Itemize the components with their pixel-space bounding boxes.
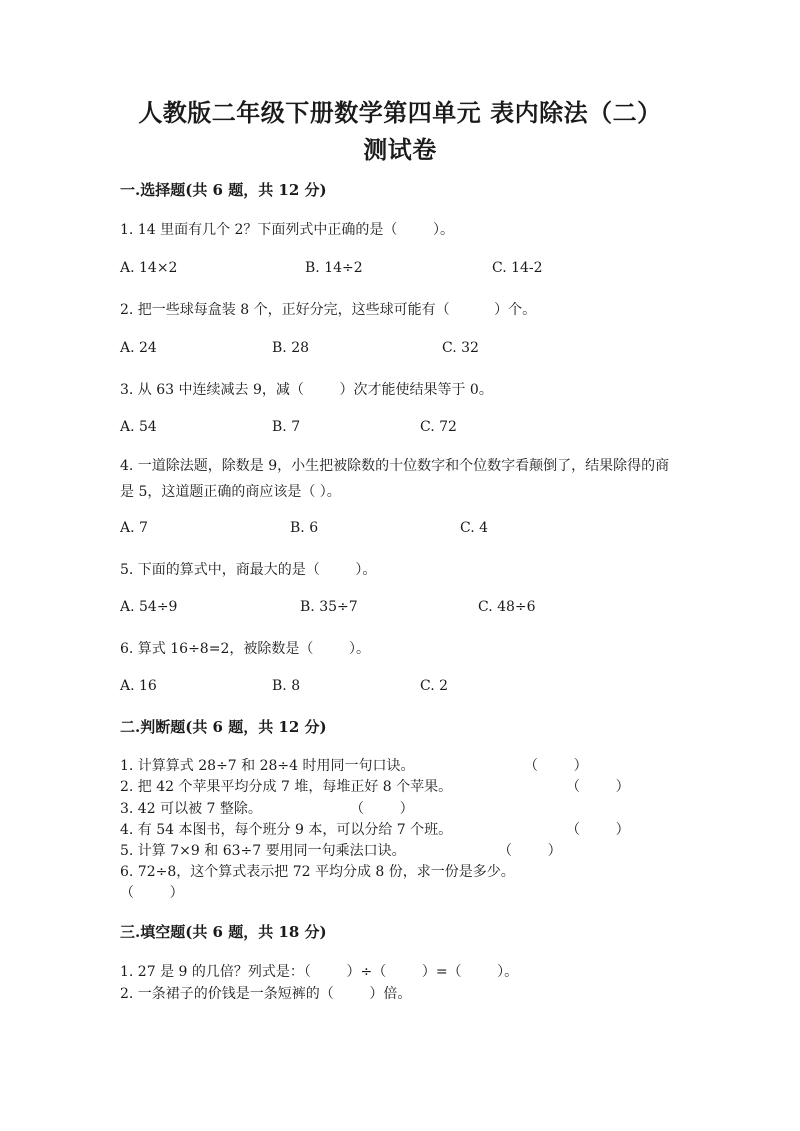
judgement-item-2: 2. 把 42 个苹果平均分成 7 堆，每堆正好 8 个苹果。 <box>120 779 453 795</box>
answer-paren: （ ） <box>566 822 630 838</box>
option-a: A. 14×2 <box>120 260 178 276</box>
section-heading-choice: 一.选择题(共 6 题，共 12 分) <box>120 181 327 199</box>
option-c: C. 48÷6 <box>478 599 536 615</box>
option-c: C. 32 <box>442 340 479 356</box>
question-2: 2. 把一些球每盒装 8 个，正好分完，这些球可能有（ ）个。 <box>120 302 537 318</box>
judgement-item-6: 6. 72÷8，这个算式表示把 72 平均分成 8 份，求一份是多少。 <box>120 864 515 880</box>
option-c: C. 14-2 <box>492 260 543 276</box>
judgement-item-4: 4. 有 54 本图书，每个班分 9 本，可以分给 7 个班。 <box>120 822 453 838</box>
option-b: B. 7 <box>272 419 301 435</box>
option-b: B. 14÷2 <box>305 260 363 276</box>
option-c: C. 4 <box>460 520 489 536</box>
option-c: C. 72 <box>420 419 457 435</box>
judgement-item-1: 1. 计算算式 28÷7 和 28÷4 时用同一句口诀。 <box>120 758 415 774</box>
option-b: B. 35÷7 <box>300 599 358 615</box>
option-a: A. 16 <box>120 678 157 694</box>
judgement-item-3: 3. 42 可以被 7 整除。 <box>120 801 262 817</box>
question-5: 5. 下面的算式中，商最大的是（ ）。 <box>120 562 377 578</box>
option-b: B. 28 <box>272 340 310 356</box>
section-heading-judgement: 二.判断题(共 6 题，共 12 分) <box>120 718 327 736</box>
option-b: B. 8 <box>272 678 301 694</box>
section-heading-fill-blank: 三.填空题(共 6 题，共 18 分) <box>120 923 327 941</box>
option-b: B. 6 <box>290 520 319 536</box>
answer-paren: （ ） <box>120 885 184 901</box>
fill-item-2: 2. 一条裙子的价钱是一条短裤的（ ）倍。 <box>120 986 412 1002</box>
page-title: 人教版二年级下册数学第四单元 表内除法（二） <box>138 98 662 127</box>
answer-paren: （ ） <box>566 779 630 795</box>
option-c: C. 2 <box>420 678 449 694</box>
question-1: 1. 14 里面有几个 2？下面列式中正确的是（ ）。 <box>120 222 455 238</box>
answer-paren: （ ） <box>524 758 588 774</box>
question-4: 4. 一道除法题，除数是 9，小生把被除数的十位数字和个位数字看颠倒了，结果除得的商是 5，这道题正确的商应该是（ ）。 <box>120 458 670 500</box>
answer-paren: （ ） <box>498 843 562 859</box>
question-6: 6. 算式 16÷8=2，被除数是（ ）。 <box>120 641 370 657</box>
question-3: 3. 从 63 中连续减去 9，减（ ）次才能使结果等于 0。 <box>120 382 493 398</box>
fill-item-1: 1. 27 是 9 的几倍？列式是：（ ）÷（ ）=（ ）。 <box>120 964 519 980</box>
option-a: A. 54÷9 <box>120 599 178 615</box>
answer-paren: （ ） <box>350 801 414 817</box>
judgement-item-5: 5. 计算 7×9 和 63÷7 要用同一句乘法口诀。 <box>120 843 406 859</box>
option-a: A. 24 <box>120 340 157 356</box>
option-a: A. 7 <box>120 520 148 536</box>
option-a: A. 54 <box>120 419 157 435</box>
page-subtitle: 测试卷 <box>363 135 437 164</box>
